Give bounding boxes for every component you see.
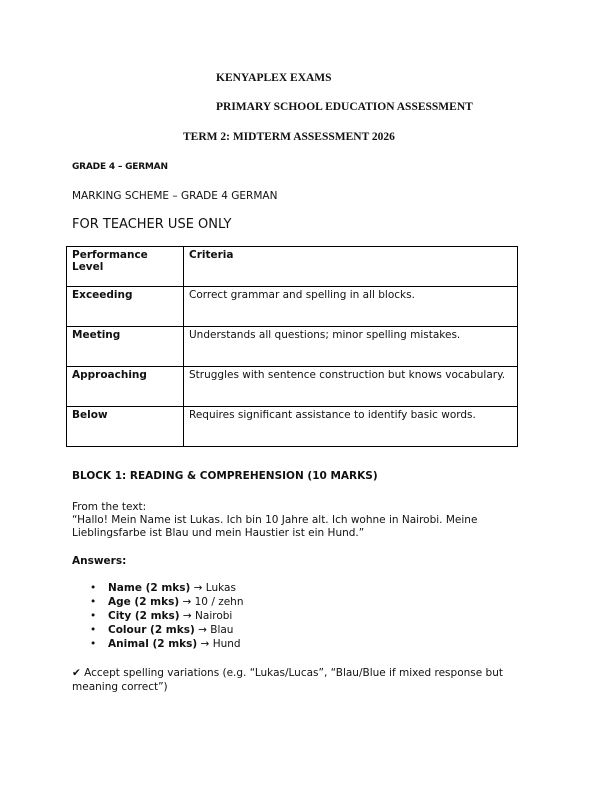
table-row <box>67 407 518 447</box>
grade-label: GRADE 4 – GERMAN <box>72 162 168 172</box>
block1-title: BLOCK 1: READING & COMPREHENSION (10 MARKS) <box>72 470 378 482</box>
list-item <box>90 623 243 637</box>
header-assessment: PRIMARY SCHOOL EDUCATION ASSESSMENT <box>216 101 473 113</box>
header-term: TERM 2: MIDTERM ASSESSMENT 2026 <box>183 131 395 143</box>
criteria-cell: Requires significant assistance to identify basic words. <box>184 407 518 447</box>
block1-text-line1: “Hallo! Mein Name ist Lukas. Ich bin 10 Jahre alt. Ich wohne in Nairobi. Meine <box>72 514 478 526</box>
answers-list <box>90 581 243 651</box>
answer-value: → 10 / zehn <box>179 596 244 608</box>
teacher-note: FOR TEACHER USE ONLY <box>72 217 232 232</box>
header-org: KENYAPLEX EXAMS <box>216 72 332 84</box>
answer-value: → Lukas <box>190 582 236 594</box>
criteria-cell: Correct grammar and spelling in all blocks. <box>184 287 518 327</box>
criteria-cell: Understands all questions; minor spelling mistakes. <box>184 327 518 367</box>
table-header-level: Performance Level <box>67 247 184 287</box>
answers-label: Answers: <box>72 555 127 567</box>
answer-label: Age (2 mks) <box>108 596 180 608</box>
criteria-cell: Struggles with sentence construction but knows vocabulary. <box>184 367 518 407</box>
block1-text-line2: Lieblingsfarbe ist Blau und mein Haustier ist ein Hund.” <box>72 527 365 539</box>
level-cell: Below <box>67 407 184 447</box>
answer-value: → Nairobi <box>179 610 233 622</box>
performance-table <box>66 246 518 447</box>
list-item <box>90 595 243 609</box>
level-cell: Meeting <box>67 327 184 367</box>
block1-intro: From the text: <box>72 501 147 513</box>
bullet-icon: • <box>90 624 97 636</box>
list-item <box>90 637 243 651</box>
table-row <box>67 327 518 367</box>
bullet-icon: • <box>90 610 97 622</box>
list-item <box>90 581 243 595</box>
table-header-criteria: Criteria <box>184 247 518 287</box>
table-row <box>67 367 518 407</box>
level-cell: Exceeding <box>67 287 184 327</box>
block1-note-line1: ✔ Accept spelling variations (e.g. “Lukas/Lucas”, “Blau/Blue if mixed response but <box>72 667 503 679</box>
table-header-row <box>67 247 518 287</box>
bullet-icon: • <box>90 638 97 650</box>
block1-note-line2: meaning correct”) <box>72 681 168 693</box>
answer-label: Animal (2 mks) <box>108 638 198 650</box>
level-cell: Approaching <box>67 367 184 407</box>
answer-value: → Blau <box>194 624 234 636</box>
bullet-icon: • <box>90 582 97 594</box>
answer-label: City (2 mks) <box>108 610 180 622</box>
answer-label: Colour (2 mks) <box>108 624 195 636</box>
answer-value: → Hund <box>197 638 241 650</box>
bullet-icon: • <box>90 596 97 608</box>
table-row <box>67 287 518 327</box>
list-item <box>90 609 243 623</box>
answer-label: Name (2 mks) <box>108 582 191 594</box>
scheme-title: MARKING SCHEME – GRADE 4 GERMAN <box>72 190 278 202</box>
